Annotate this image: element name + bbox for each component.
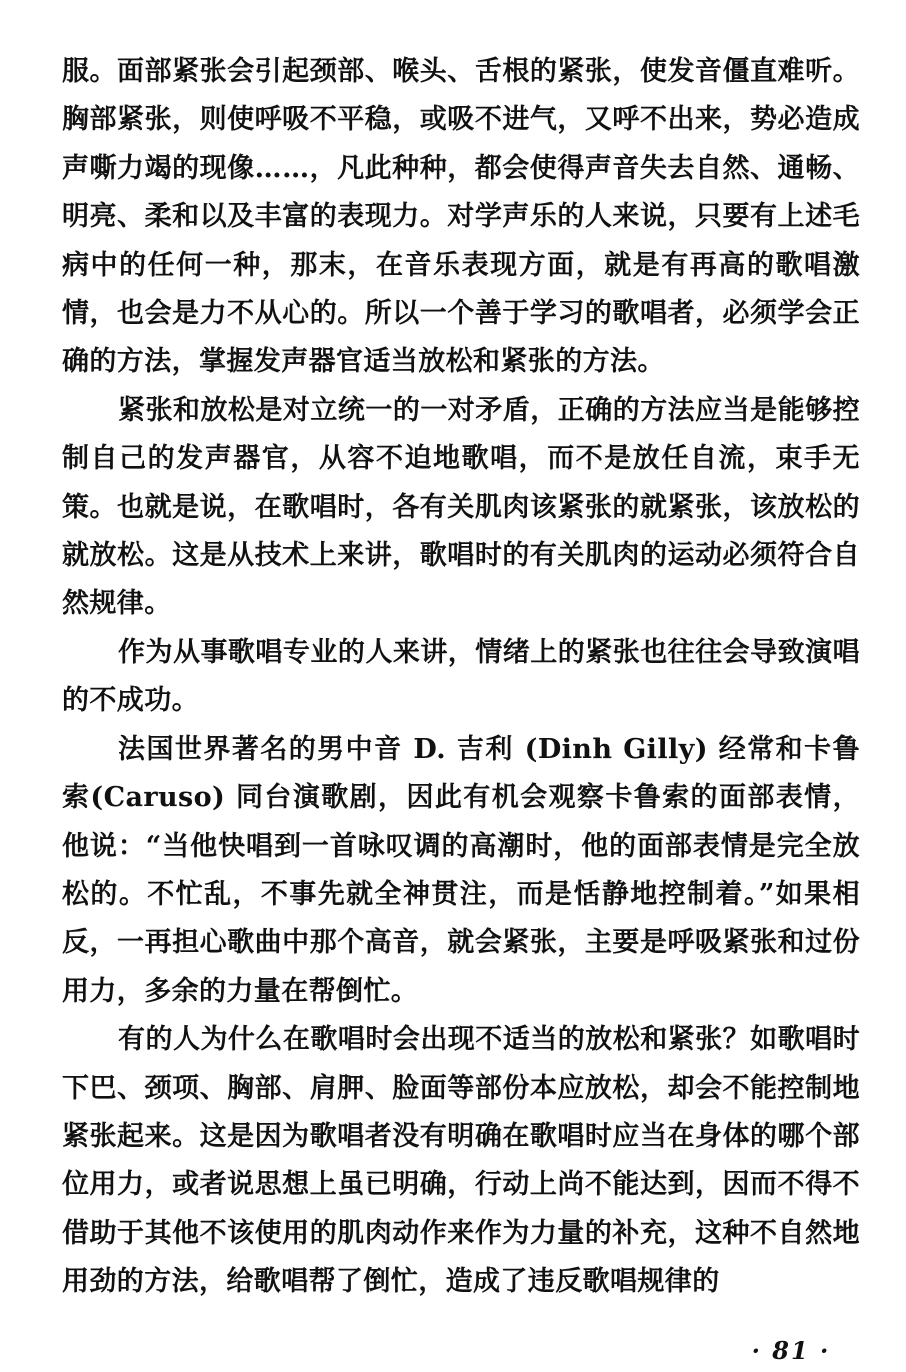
paragraph-tension-relaxation: 紧张和放松是对立统一的一对矛盾，正确的方法应当是能够控制自己的发声器官，从容不迫地歌唱，而不是放任自流，束手无策。也就是说，在歌唱时，各有关肌肉该紧张的就紧张，该放松的就放松。这是从技术上来讲，歌唱时的有关肌肉的运动必须符合自然规律。 [62,394,860,620]
paragraph-continuation: 服。面部紧张会引起颈部、喉头、舌根的紧张，使发音僵直难听。胸部紧张，则使呼吸不平稳，或吸不进气，又呼不出来，势必造成声嘶力竭的现像……，凡此种种，都会使得声音失去自然、通畅、明亮、柔和以及丰富的表现力。对学声乐的人来说，只要有上述毛病中的任何一种，那末，在音乐表现方面，就是有再高的歌唱激情，也会是力不从心的。所以一个善于学习的歌唱者，必须学会正确的方法，掌握发声器官适当放松和紧张的方法。 [62,56,860,378]
page-number: · 81 · [751,1336,831,1365]
paragraph-improper-tension: 有的人为什么在歌唱时会出现不适当的放松和紧张？如歌唱时下巴、颈项、胸部、肩胛、脸面等部份本应放松，却会不能控制地紧张起来。这是因为歌唱者没有明确在歌唱时应当在身体的哪个部位用力，或者说思想上虽已明确，行动上尚不能达到，因而不得不借助于其他不该使用的肌肉动作来作为力量的补充，这种不自然地用劲的方法，给歌唱帮了倒忙，造成了违反歌唱规律的 [62,1024,860,1298]
body-text [62,48,860,1307]
paragraph-gilly-caruso: 法国世界著名的男中音 D. 吉利 (Dinh Gilly) 经常和卡鲁索(Caruso) 同台演歌剧，因此有机会观察卡鲁索的面部表情，他说：“当他快唱到一首咏叹调的高潮时，他的面部表情是完全放松的。不忙乱，不事先就全神贯注，而是恬静地控制着。”如果相反，一再担心歌曲中那个高音，就会紧张，主要是呼吸紧张和过份用力，多余的力量在帮倒忙。 [62,733,860,1007]
paragraph-emotional-tension: 作为从事歌唱专业的人来讲，情绪上的紧张也往往会导致演唱的不成功。 [62,636,860,717]
